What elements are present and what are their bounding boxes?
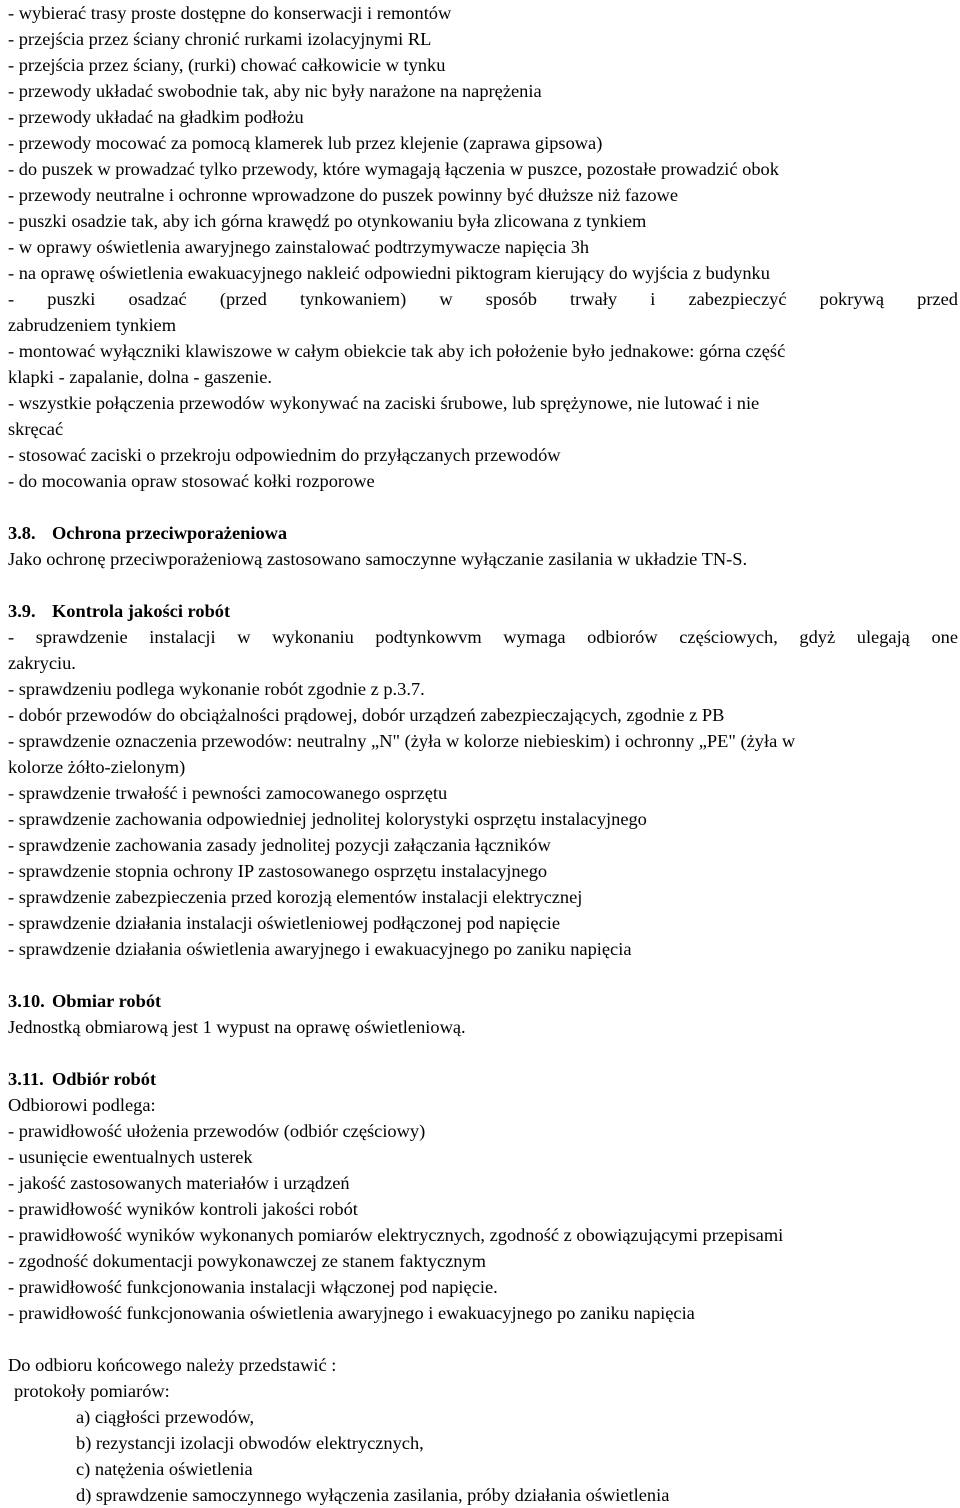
- section-title: Obmiar robót: [52, 991, 162, 1011]
- list-item-continuation: zabrudzeniem tynkiem: [8, 315, 177, 335]
- list-item: - przewody neutralne i ochronne wprowadzone do puszek powinny być dłuższe niż fazowe: [8, 185, 678, 205]
- list-item: d) sprawdzenie samoczynnego wyłączenia zasilania, próby działania oświetlenia: [76, 1485, 670, 1505]
- list-item: - prawidłowość wyników kontroli jakości robót: [8, 1199, 358, 1219]
- section-heading: [8, 520, 958, 546]
- list-item: - sprawdzenie stopnia ochrony IP zastosowanego osprzętu instalacyjnego: [8, 861, 548, 881]
- list-item-continuation: skręcać: [8, 419, 64, 439]
- list-item: - do mocowania opraw stosować kołki rozporowe: [8, 471, 375, 491]
- list-item: - sprawdzeniu podlega wykonanie robót zgodnie z p.3.7.: [8, 679, 425, 699]
- list-item: - jakość zastosowanych materiałów i urządzeń: [8, 1173, 350, 1193]
- section-heading: [8, 1066, 958, 1092]
- final-acceptance: [8, 1352, 958, 1508]
- list-item: - wybierać trasy proste dostępne do konserwacji i remontów: [8, 3, 452, 23]
- section-heading: [8, 598, 958, 624]
- section-3-10: [8, 988, 958, 1040]
- list-item: - przewody układać swobodnie tak, aby nic były narażone na naprężenia: [8, 81, 542, 101]
- document-page: [8, 0, 958, 1508]
- section-intro: Odbiorowi podlega:: [8, 1095, 156, 1115]
- list-item: - sprawdzenie działania oświetlenia awaryjnego i ewakuacyjnego po zaniku napięcia: [8, 939, 632, 959]
- section-title: Kontrola jakości robót: [52, 601, 231, 621]
- list-item: - sprawdzenie zachowania odpowiedniej jednolitej kolorystyki osprzętu instalacyjnego: [8, 809, 647, 829]
- list-item: - sprawdzenie zabezpieczenia przed korozją elementów instalacji elektrycznej: [8, 887, 583, 907]
- final-intro: Do odbioru końcowego należy przedstawić :: [8, 1355, 337, 1375]
- list-item: c) natężenia oświetlenia: [76, 1459, 253, 1479]
- list-item: - przewody mocować za pomocą klamerek lub przez klejenie (zaprawa gipsowa): [8, 133, 603, 153]
- section-3-9: [8, 598, 958, 962]
- list-item: - dobór przewodów do obciążalności prądowej, dobór urządzeń zabezpieczających, zgodnie z PB: [8, 705, 725, 725]
- list-item: - sprawdzenie instalacji w wykonaniu podtynkowvm wymaga odbiorów częściowych, gdyż ulegają one: [8, 627, 958, 647]
- list-item: - sprawdzenie działania instalacji oświetleniowej podłączonej pod napięcie: [8, 913, 561, 933]
- list-item: - usunięcie ewentualnych usterek: [8, 1147, 253, 1167]
- list-item: - puszki osadzie tak, aby ich górna krawędź po otynkowaniu była zlicowana z tynkiem: [8, 211, 647, 231]
- list-item: - sprawdzenie oznaczenia przewodów: neutralny „N" (żyła w kolorze niebieskim) i ochronny „PE" (żyła w: [8, 731, 796, 751]
- list-item: - wszystkie połączenia przewodów wykonywać na zaciski śrubowe, lub sprężynowe, nie lutować i nie: [8, 393, 760, 413]
- section-title: Ochrona przeciwporażeniowa: [52, 523, 288, 543]
- list-item: a) ciągłości przewodów,: [76, 1407, 255, 1427]
- section-text: Jako ochronę przeciwporażeniową zastosowano samoczynne wyłączanie zasilania w układzie TN-S.: [8, 549, 748, 569]
- list-item: - przejścia przez ściany, (rurki) chować całkowicie w tynku: [8, 55, 446, 75]
- section-title: Odbiór robót: [52, 1069, 157, 1089]
- intro-list: [8, 0, 958, 494]
- list-item: - puszki osadzać (przed tynkowaniem) w sposób trwały i zabezpieczyć pokrywą przed: [8, 289, 958, 309]
- list-item-continuation: kolorze żółto-zielonym): [8, 757, 186, 777]
- list-item: - w oprawy oświetlenia awaryjnego zainstalować podtrzymywacze napięcia 3h: [8, 237, 590, 257]
- section-3-11: [8, 1066, 958, 1326]
- list-item: - sprawdzenie trwałość i pewności zamocowanego osprzętu: [8, 783, 448, 803]
- list-item: - prawidłowość wyników wykonanych pomiarów elektrycznych, zgodność z obowiązującymi przepisami: [8, 1225, 784, 1245]
- list-item-continuation: zakryciu.: [8, 653, 76, 673]
- section-number: 3.8.: [8, 523, 36, 543]
- list-item: - sprawdzenie zachowania zasady jednolitej pozycji załączania łączników: [8, 835, 551, 855]
- list-item: - na oprawę oświetlenia ewakuacyjnego nakleić odpowiedni piktogram kierujący do wyjścia z budynku: [8, 263, 770, 283]
- list-item: - prawidłowość funkcjonowania oświetlenia awaryjnego i ewakuacyjnego po zaniku napięcia: [8, 1303, 695, 1323]
- list-item: - prawidłowość funkcjonowania instalacji włączonej pod napięcie.: [8, 1277, 498, 1297]
- section-3-8: [8, 520, 958, 572]
- list-item: - przejścia przez ściany chronić rurkami izolacyjnymi RL: [8, 29, 432, 49]
- list-item: - zgodność dokumentacji powykonawczej ze stanem faktycznym: [8, 1251, 486, 1271]
- section-number: 3.9.: [8, 601, 36, 621]
- section-text: Jednostką obmiarową jest 1 wypust na oprawę oświetleniową.: [8, 1017, 466, 1037]
- section-number: 3.10.: [8, 991, 45, 1011]
- list-item: - montować wyłączniki klawiszowe w całym obiekcie tak aby ich położenie było jednakowe: górna część: [8, 341, 786, 361]
- section-number: 3.11.: [8, 1069, 44, 1089]
- list-item-continuation: klapki - zapalanie, dolna - gaszenie.: [8, 367, 272, 387]
- list-item: - stosować zaciski o przekroju odpowiednim do przyłączanych przewodów: [8, 445, 561, 465]
- list-item: - prawidłowość ułożenia przewodów (odbiór częściowy): [8, 1121, 426, 1141]
- final-subheading: protokoły pomiarów:: [14, 1381, 170, 1401]
- section-heading: [8, 988, 958, 1014]
- list-item: - do puszek w prowadzać tylko przewody, które wymagają łączenia w puszce, pozostałe prowadzić obok: [8, 159, 779, 179]
- list-item: - przewody układać na gładkim podłożu: [8, 107, 304, 127]
- list-item: b) rezystancji izolacji obwodów elektrycznych,: [76, 1433, 424, 1453]
